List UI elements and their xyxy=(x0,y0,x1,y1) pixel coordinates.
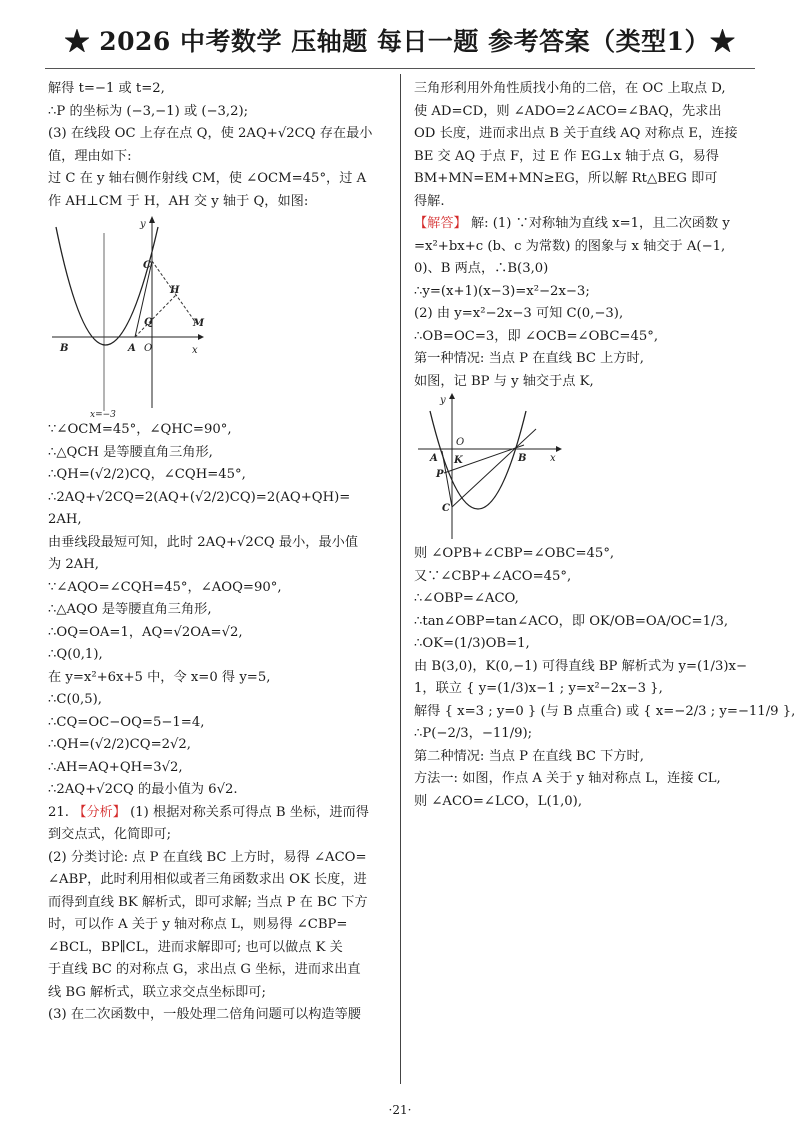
text-line: ∴Q(0,1), xyxy=(48,647,103,662)
q21-heading xyxy=(48,802,390,825)
text-line: 由 B(3,0)，K(0,−1) 可得直线 BP 解析式为 y=(1/3)x− xyxy=(414,658,748,674)
segment-ah xyxy=(135,295,176,337)
text-line: 又∵∠CBP+∠ACO=45°, xyxy=(414,568,572,584)
label-c: C xyxy=(442,503,450,514)
text-line: BE 交 AQ 于点 F，过 E 作 EG⊥x 轴于点 G，易得 xyxy=(414,148,719,164)
parabola-curve xyxy=(430,411,526,509)
answer-heading xyxy=(414,213,756,236)
text-line: (3) 在线段 OC 上存在点 Q，使 2AQ+√2CQ 存在最小 xyxy=(48,126,373,141)
text-line: 在 y=x²+6x+5 中，令 x=0 得 y=5, xyxy=(48,669,271,685)
text-line: 则 ∠OPB+∠CBP=∠OBC=45°, xyxy=(414,546,615,561)
right-column xyxy=(414,78,796,813)
x-axis-arrow xyxy=(198,334,204,340)
page-number: ·21· xyxy=(388,1103,412,1117)
text-line: ∴CQ=OC−OQ=5−1=4, xyxy=(48,714,205,730)
q21-number: 21. xyxy=(48,804,69,820)
text-line: 时，可以作 A 关于 y 轴对称点 L，则易得 ∠CBP= xyxy=(48,917,348,932)
text-line: 为 2AH, xyxy=(48,557,99,572)
label-m: M xyxy=(193,318,205,329)
label-c: C xyxy=(143,260,151,271)
text-line: 如图，记 BP 与 y 轴交于点 K, xyxy=(414,373,594,389)
text-line: 第一种情况: 当点 P 在直线 BC 上方时, xyxy=(414,351,644,366)
answer-first-line: 解: (1) ∵对称轴为直线 x=1，且二次函数 y xyxy=(470,216,730,231)
label-p: P xyxy=(436,469,444,480)
text-line: (2) 由 y=x²−2x−3 可知 C(0,−3), xyxy=(414,306,624,321)
answer-tag: 【解答】 xyxy=(414,216,467,231)
text-line: 过 C 在 y 轴右侧作射线 CM，使 ∠OCM=45°，过 A xyxy=(48,171,367,186)
text-line: BM+MN=EM+MN≥EG，所以解 Rt△BEG 即可 xyxy=(414,171,718,186)
text-line: 值，理由如下: xyxy=(48,148,132,164)
header-rule xyxy=(45,68,755,69)
label-b: B xyxy=(60,343,69,354)
label-a: A xyxy=(128,343,136,354)
text-line: ∴AH=AQ+QH=3√2, xyxy=(48,759,183,775)
text-line: ∴QH=(√2/2)CQ，∠CQH=45°, xyxy=(48,467,246,482)
parabola-curve xyxy=(56,227,158,345)
text-line: (2) 分类讨论: 点 P 在直线 BC 上方时，易得 ∠ACO= xyxy=(48,849,367,865)
text-line: (3) 在二次函数中，一般处理二倍角问题可以构造等腰 xyxy=(48,1007,361,1022)
figure-parabola-cm xyxy=(48,213,218,419)
text-line: 使 AD=CD，则 ∠ADO=2∠ACO=∠BAQ，先求出 xyxy=(414,103,722,119)
text-line: 2AH, xyxy=(48,512,82,527)
text-line: ∴P(−2/3，−11/9); xyxy=(414,726,533,741)
text-line: ∴OB=OC=3，即 ∠OCB=∠OBC=45°, xyxy=(414,328,659,344)
text-line: ∴y=(x+1)(x−3)=x²−2x−3; xyxy=(414,283,590,299)
label-b: B xyxy=(518,453,527,464)
page-header: ★ 2026 中考数学 压轴题 每日一题 参考答案（类型1）★ xyxy=(64,27,736,56)
y-axis-arrow xyxy=(449,393,455,399)
left-column xyxy=(48,78,390,1027)
label-q: Q xyxy=(144,317,153,328)
x-axis-arrow xyxy=(556,446,562,452)
text-line: ∴OK=(1/3)OB=1, xyxy=(414,636,530,651)
analysis-tag: 【分析】 xyxy=(73,804,126,820)
text-line: ∵∠AQO=∠CQH=45°，∠AOQ=90°, xyxy=(48,579,282,595)
label-y: y xyxy=(140,219,146,230)
text-line: ∴QH=(√2/2)CQ=2√2, xyxy=(48,737,191,752)
text-line: 于直线 BC 的对称点 G，求出点 G 坐标，进而求出直 xyxy=(48,962,361,977)
column-divider xyxy=(400,74,401,1084)
text-line: 而得到直线 BK 解析式，即可求解; 当点 P 在 BC 下方 xyxy=(48,894,368,910)
text-line: 解得 { x=3 ; y=0 } (与 B 点重合) 或 { x=−2/3 ; y=−11/9 }, xyxy=(414,703,796,719)
text-line: ∴△QCH 是等腰直角三角形, xyxy=(48,444,213,460)
text-line: ∴△AQO 是等腰直角三角形, xyxy=(48,602,212,617)
text-line: ∴C(0,5), xyxy=(48,692,102,707)
figure-parabola-bp xyxy=(414,393,564,543)
text-line: =x²+bx+c (b、c 为常数) 的图象与 x 轴交于 A(−1, xyxy=(414,238,726,254)
text-line: OD 长度，进而求出点 B 关于直线 AQ 对称点 E，连接 xyxy=(414,126,738,141)
text-line: 方法一: 如图，作点 A 关于 y 轴对称点 L，连接 CL, xyxy=(414,771,721,786)
text-line: ∠BCL，BP∥CL，进而求解即可; 也可以做点 K 关 xyxy=(48,939,343,955)
label-h: H xyxy=(170,285,180,296)
text-line: ∴P 的坐标为 (−3,−1) 或 (−3,2); xyxy=(48,103,249,119)
text-line: 三角形利用外角性质找小角的二倍，在 OC 上取点 D, xyxy=(414,81,726,96)
text-line: 作 AH⊥CM 于 H，AH 交 y 轴于 Q，如图: xyxy=(48,193,309,209)
text-line: 到交点式，化简即可; xyxy=(48,827,172,842)
label-x: x xyxy=(192,345,198,356)
label-y: y xyxy=(440,395,446,406)
text-line: ∠ABP，此时利用相似或者三角函数求出 OK 长度，进 xyxy=(48,872,367,887)
label-axis-note: x=−3 xyxy=(90,410,116,420)
text-line: ∵∠OCM=45°，∠QHC=90°, xyxy=(48,422,232,437)
text-line: ∴∠OBP=∠ACO, xyxy=(414,591,519,606)
label-x: x xyxy=(550,453,556,464)
label-o: O xyxy=(144,343,153,354)
text-line: 第二种情况: 当点 P 在直线 BC 下方时, xyxy=(414,748,644,764)
line-bc xyxy=(452,429,536,507)
text-line: 1，联立 { y=(1/3)x−1 ; y=x²−2x−3 }, xyxy=(414,681,663,696)
text-line: ∴tan∠OBP=tan∠ACO，即 OK/OB=OA/OC=1/3, xyxy=(414,613,729,629)
text-line: ∴2AQ+√2CQ 的最小值为 6√2. xyxy=(48,782,238,797)
text-line: 线 BG 解析式，联立求交点坐标即可; xyxy=(48,984,266,1000)
text-line: 由垂线段最短可知，此时 2AQ+√2CQ 最小，最小值 xyxy=(48,534,359,550)
text-line: ∴OQ=OA=1，AQ=√2OA=√2, xyxy=(48,624,243,640)
label-o: O xyxy=(456,437,465,448)
text-line: 0)、B 两点，∴B(3,0) xyxy=(414,261,549,276)
text-line: 则 ∠ACO=∠LCO，L(1,0), xyxy=(414,793,583,809)
q21-first-line: (1) 根据对称关系可得点 B 坐标，进而得 xyxy=(130,804,369,820)
text-line: ∴2AQ+√2CQ=2(AQ+(√2/2)CQ)=2(AQ+QH)= xyxy=(48,489,351,505)
text-line: 得解. xyxy=(414,193,445,209)
label-a: A xyxy=(430,453,438,464)
y-axis-arrow xyxy=(149,216,155,223)
text-line: 解得 t=−1 或 t=2, xyxy=(48,81,165,96)
label-k: K xyxy=(454,455,463,466)
